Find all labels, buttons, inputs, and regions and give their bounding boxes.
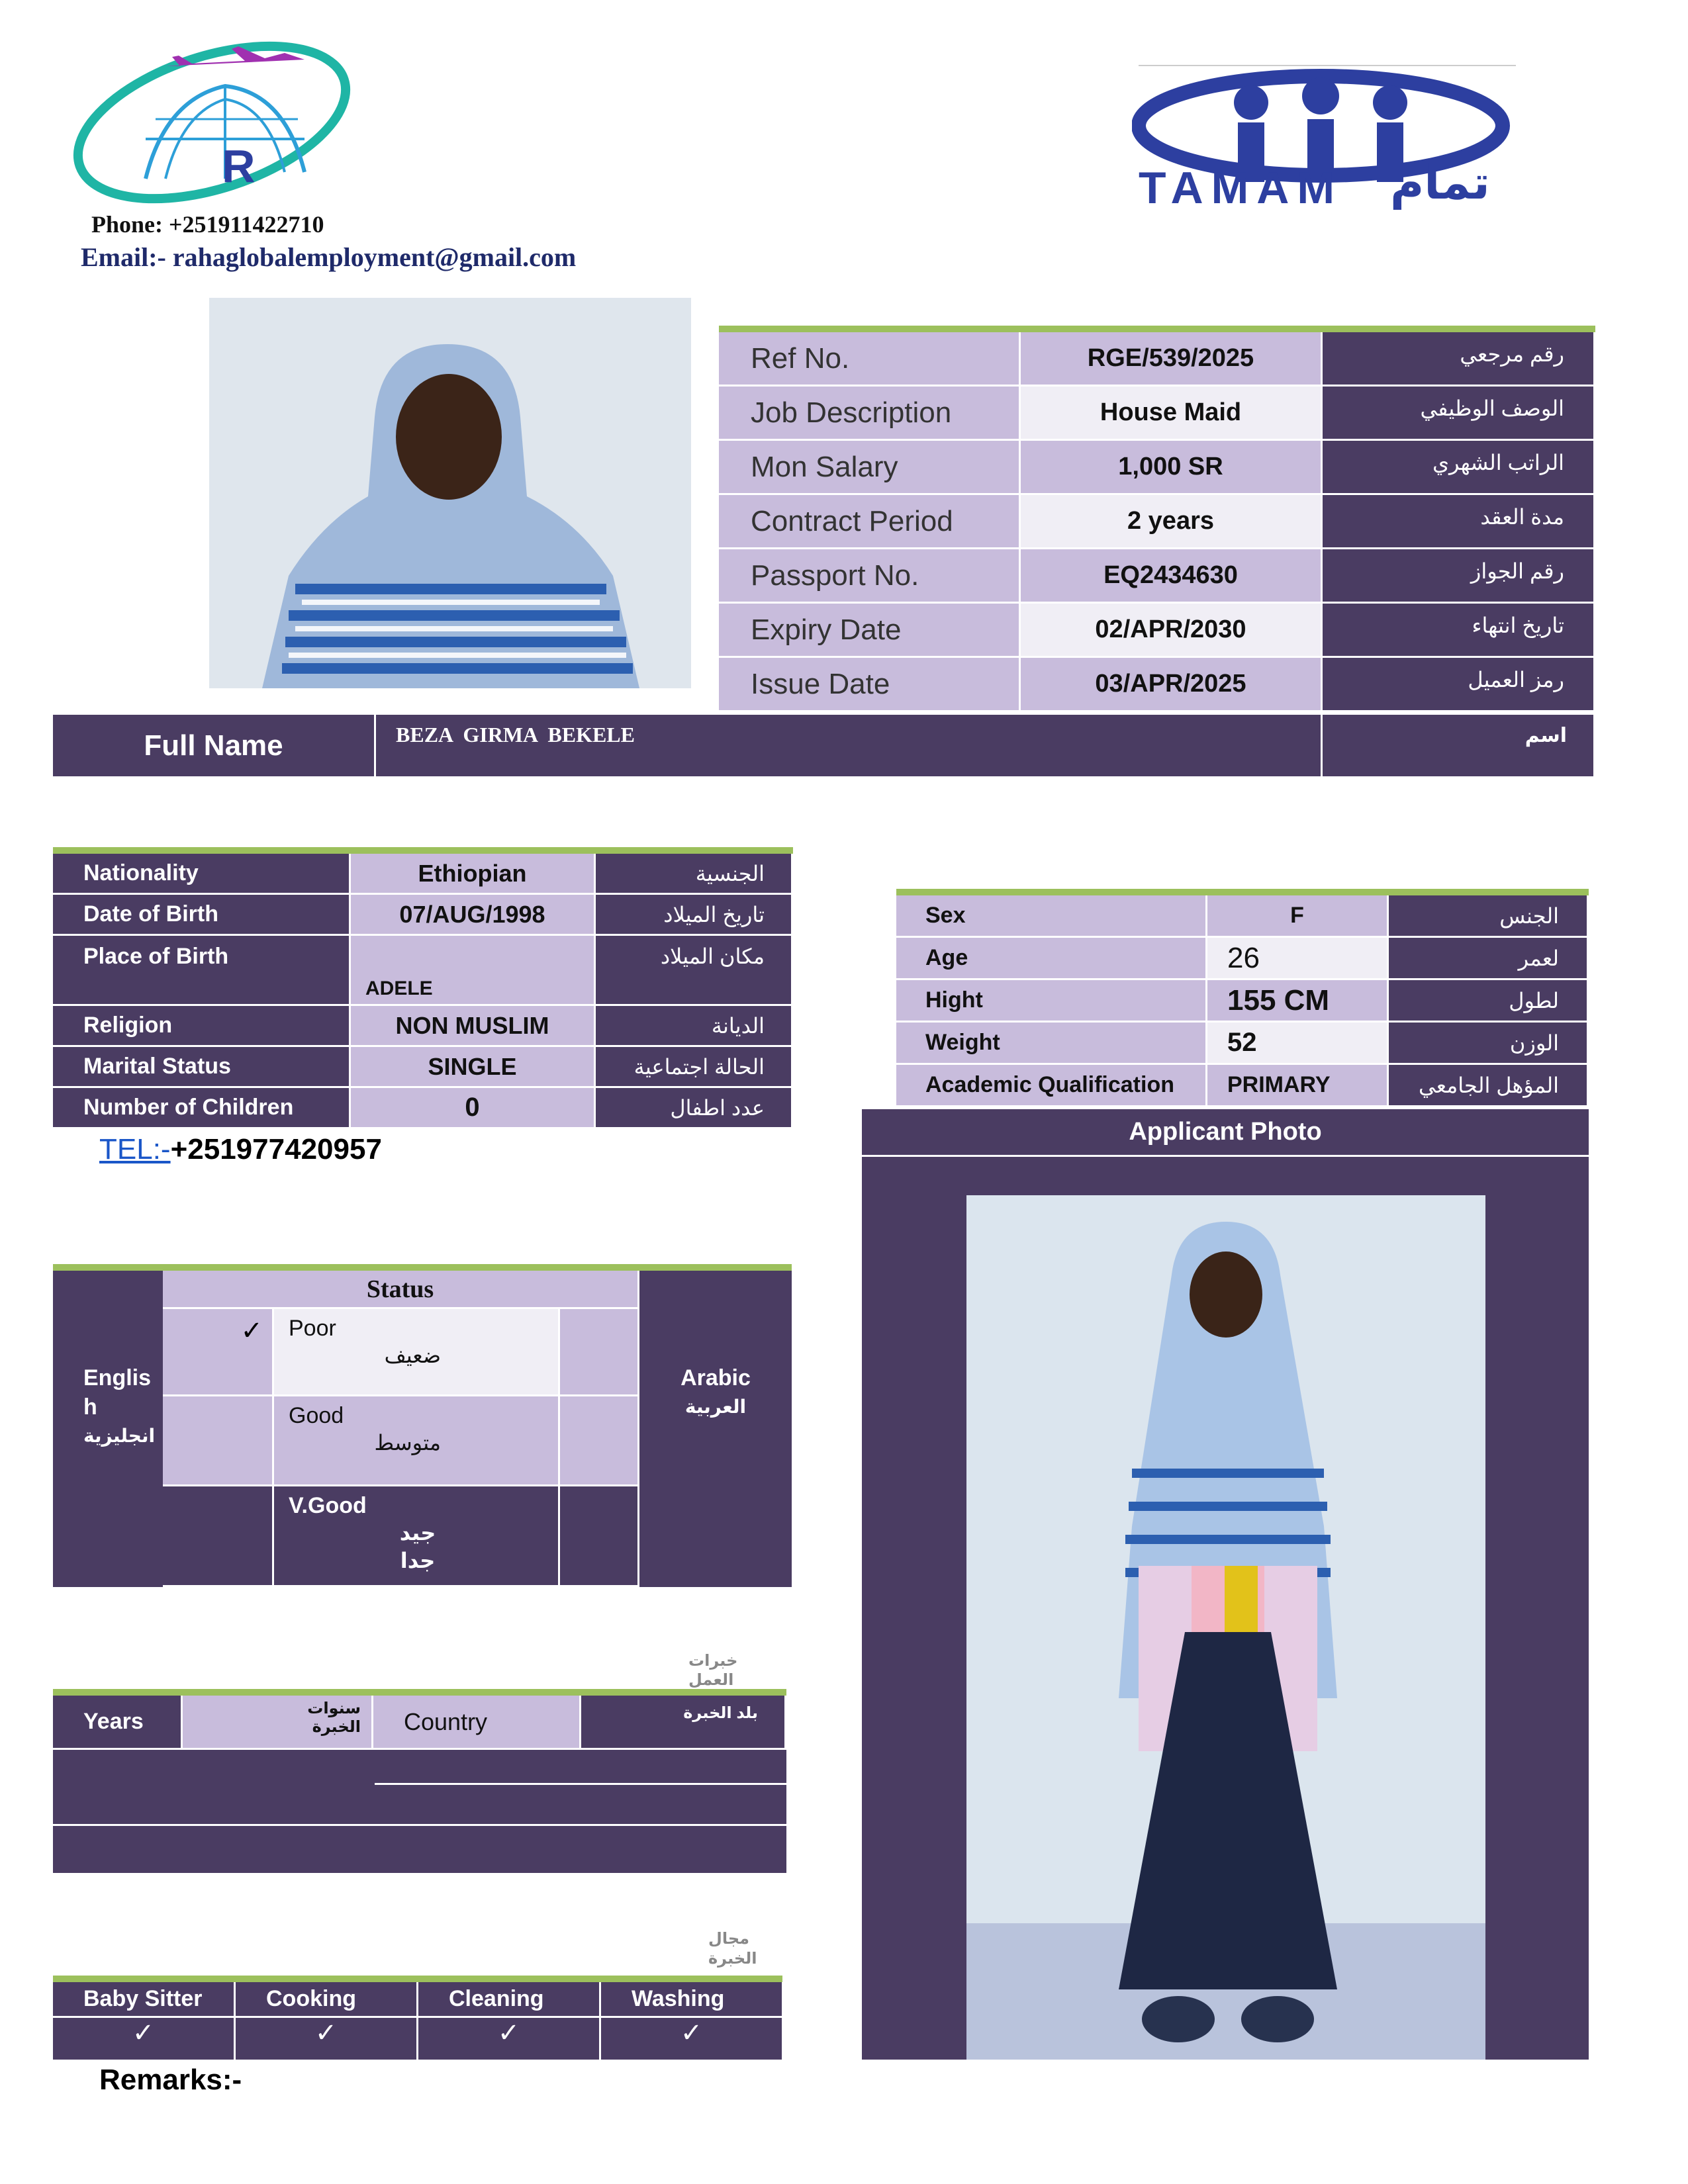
physical-arabic: الوزن xyxy=(1389,1023,1589,1065)
personal-arabic: عدد اطفال xyxy=(596,1088,793,1129)
skill-check[interactable]: ✓ xyxy=(53,2018,236,2062)
top-table-value: 03/APR/2025 xyxy=(1021,658,1323,712)
personal-arabic: الديانة xyxy=(596,1006,793,1047)
language-level-en: Poor xyxy=(289,1316,336,1341)
physical-arabic: المؤهل الجامعي xyxy=(1389,1065,1589,1107)
tamam-wordmark: TAMAM xyxy=(1139,163,1342,213)
top-table-label: Expiry Date xyxy=(719,604,1021,658)
full-name-label: Full Name xyxy=(53,715,376,778)
top-table-arabic: رمز العميل xyxy=(1323,658,1595,712)
top-table-arabic: الوصف الوظيفي xyxy=(1323,387,1595,441)
personal-value: 07/AUG/1998 xyxy=(351,895,596,936)
personal-value: ADELE xyxy=(351,936,596,1006)
skill-label: Cleaning xyxy=(418,1982,601,2018)
tel-number: +251977420957 xyxy=(170,1133,382,1165)
top-table-label: Contract Period xyxy=(719,495,1021,549)
top-table-label: Ref No. xyxy=(719,332,1021,387)
physical-table-accent xyxy=(896,889,1589,895)
arabic-text: Arabic xyxy=(680,1365,751,1390)
personal-value: 0 xyxy=(351,1088,596,1129)
top-table-value: 2 years xyxy=(1021,495,1323,549)
language-level-en: Good xyxy=(289,1403,344,1428)
experience-country-arabic: بلد الخبرة xyxy=(581,1696,786,1750)
physical-value: 26 xyxy=(1207,938,1389,980)
applicant-photo-label: Applicant Photo xyxy=(862,1109,1589,1157)
personal-table-accent xyxy=(53,847,793,854)
personal-value: NON MUSLIM xyxy=(351,1006,596,1047)
physical-label: Hight xyxy=(896,980,1207,1023)
language-level xyxy=(274,1309,560,1396)
top-table-arabic: رقم مرجعي xyxy=(1323,332,1595,387)
phone-text: Phone: +251911422710 xyxy=(91,211,324,238)
top-table-arabic: مدة العقد xyxy=(1323,495,1595,549)
personal-label: Religion xyxy=(53,1006,351,1047)
skills-table-accent xyxy=(53,1976,782,1982)
top-table-arabic: رقم الجواز xyxy=(1323,549,1595,604)
english-text: English xyxy=(83,1365,152,1420)
experience-years-ar-text: سنوات الخبرة xyxy=(307,1700,361,1736)
physical-label: Academic Qualification xyxy=(896,1065,1207,1107)
personal-arabic: الجنسية xyxy=(596,854,793,895)
experience-years-label: Years xyxy=(53,1696,183,1750)
language-table-accent xyxy=(53,1264,792,1271)
skill-check[interactable]: ✓ xyxy=(601,2018,784,2062)
skills-caption: مجال الخبرة xyxy=(708,1930,757,1968)
experience-row-divider-2 xyxy=(53,1824,786,1826)
personal-value: SINGLE xyxy=(351,1047,596,1088)
experience-years-arabic xyxy=(183,1696,373,1750)
physical-arabic: الجنس xyxy=(1389,895,1589,938)
top-table-value: EQ2434630 xyxy=(1021,549,1323,604)
applicant-full-photo xyxy=(966,1195,1485,2060)
physical-value: 155 CM xyxy=(1207,980,1389,1023)
english-arabic: انجليزية xyxy=(83,1426,156,1446)
full-name-value: BEZA GIRMA BEKELE xyxy=(376,715,1323,778)
tamam-wordmark-arabic: تمام xyxy=(1390,157,1490,208)
personal-label: Date of Birth xyxy=(53,895,351,936)
physical-arabic: لطول xyxy=(1389,980,1589,1023)
english-check[interactable]: ✓ xyxy=(163,1309,274,1396)
experience-caption: خبرات العمل xyxy=(688,1652,738,1689)
language-level-en: V.Good xyxy=(289,1493,367,1518)
top-table-label: Passport No. xyxy=(719,549,1021,604)
top-table-value: 02/APR/2030 xyxy=(1021,604,1323,658)
top-table-value: House Maid xyxy=(1021,387,1323,441)
language-status-header: Status xyxy=(163,1271,639,1309)
experience-table-accent xyxy=(53,1689,786,1696)
language-level xyxy=(274,1486,560,1587)
top-table-label: Issue Date xyxy=(719,658,1021,712)
personal-value: Ethiopian xyxy=(351,854,596,895)
top-table-accent xyxy=(719,326,1595,332)
skill-check[interactable]: ✓ xyxy=(418,2018,601,2062)
skill-check[interactable]: ✓ xyxy=(236,2018,418,2062)
arabic-check[interactable] xyxy=(560,1396,639,1486)
skill-label: Washing xyxy=(601,1982,784,2018)
experience-country-label: Country xyxy=(373,1696,581,1750)
full-name-arabic: اسم xyxy=(1323,715,1595,778)
physical-value: F xyxy=(1207,895,1389,938)
arabic-check[interactable] xyxy=(560,1486,639,1587)
top-table-arabic: الراتب الشهري xyxy=(1323,441,1595,495)
personal-label: Marital Status xyxy=(53,1047,351,1088)
svg-text:R: R xyxy=(222,140,256,192)
english-check[interactable] xyxy=(163,1396,274,1486)
physical-label: Weight xyxy=(896,1023,1207,1065)
language-level xyxy=(274,1396,560,1486)
physical-value: PRIMARY xyxy=(1207,1065,1389,1107)
top-table-value: RGE/539/2025 xyxy=(1021,332,1323,387)
arabic-check[interactable] xyxy=(560,1309,639,1396)
physical-arabic: لعمر xyxy=(1389,938,1589,980)
personal-label: Nationality xyxy=(53,854,351,895)
raha-logo xyxy=(66,40,364,212)
personal-arabic: مكان الميلاد xyxy=(596,936,793,1006)
language-level-ar: ضعيف xyxy=(384,1343,441,1367)
arabic-arabic: العربية xyxy=(684,1396,747,1417)
applicant-portrait-photo xyxy=(209,298,691,688)
personal-arabic: الحالة اجتماعية xyxy=(596,1047,793,1088)
english-check[interactable] xyxy=(163,1486,274,1587)
physical-label: Age xyxy=(896,938,1207,980)
personal-label: Number of Children xyxy=(53,1088,351,1129)
remarks-label: Remarks:- xyxy=(99,2064,242,2096)
physical-value: 52 xyxy=(1207,1023,1389,1065)
arabic-label xyxy=(639,1363,792,1422)
top-table-arabic: تاريخ انتهاء xyxy=(1323,604,1595,658)
skill-label: Cooking xyxy=(236,1982,418,2018)
tel-line xyxy=(99,1133,382,1166)
top-table-value: 1,000 SR xyxy=(1021,441,1323,495)
language-level-ar: جيد جدا xyxy=(399,1521,436,1572)
experience-row-divider-1 xyxy=(375,1783,786,1785)
top-table-label: Mon Salary xyxy=(719,441,1021,495)
physical-label: Sex xyxy=(896,895,1207,938)
english-label xyxy=(83,1363,163,1451)
email-text: Email:- rahaglobalemployment@gmail.com xyxy=(81,242,577,272)
skill-label: Baby Sitter xyxy=(53,1982,236,2018)
personal-label: Place of Birth xyxy=(53,936,351,1006)
personal-arabic: تاريخ الميلاد xyxy=(596,895,793,936)
top-table-label: Job Description xyxy=(719,387,1021,441)
tamam-logo xyxy=(1132,63,1523,213)
language-level-ar: متوسط xyxy=(374,1431,441,1455)
tel-prefix-link[interactable]: TEL:- xyxy=(99,1133,171,1165)
